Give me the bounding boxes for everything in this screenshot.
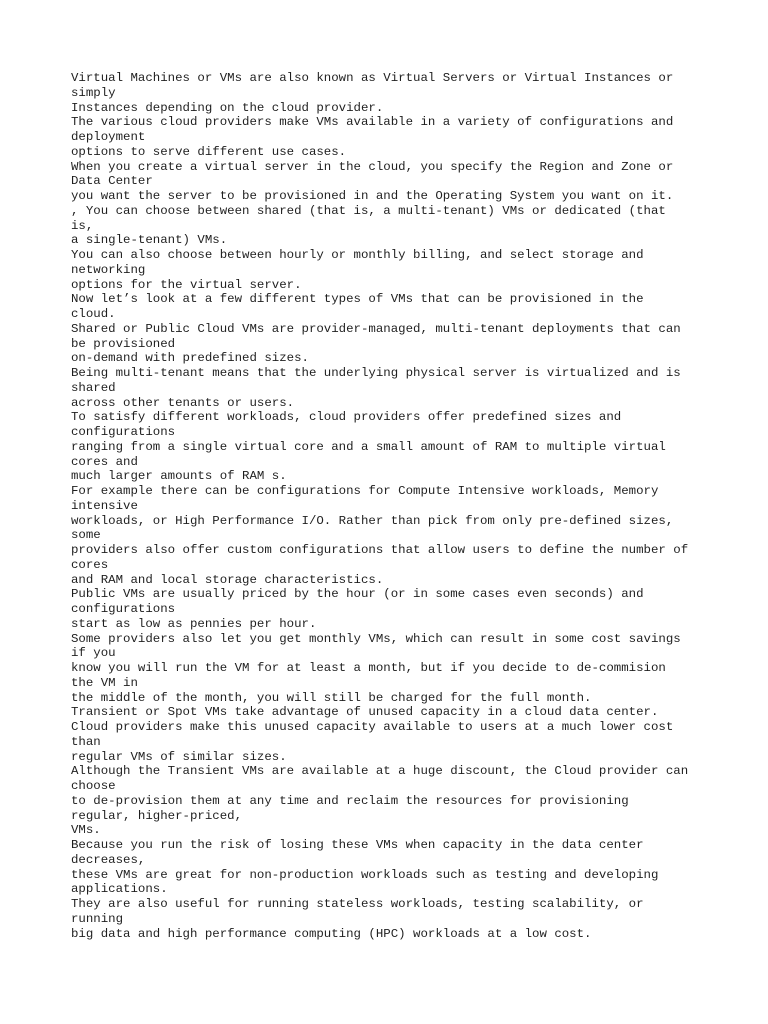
text-line: , You can choose between shared (that is, a multi-tenant) VMs or dedicated (that [71,203,666,218]
text-line: some [71,528,101,543]
text-line: Virtual Machines or VMs are also known as Virtual Servers or Virtual Instances or [71,71,674,85]
text-line: workloads, or High Performance I/O. Rather than pick from only pre-defined sizes, [71,513,674,528]
text-line: Shared or Public Cloud VMs are provider-managed, multi-tenant deployments that can [71,321,681,336]
text-line: networking [71,262,146,277]
text-line: the middle of the month, you will still be charged for the full month. [71,690,592,705]
text-line: running [71,911,124,926]
text-line: than [71,734,101,749]
text-line: Because you run the risk of losing these VMs when capacity in the data center [71,838,644,852]
text-line: Transient or Spot VMs take advantage of unused capacity in a cloud data center. [71,705,659,720]
text-line: you want the server to be provisioned in and the Operating System you want on it. [71,189,674,203]
text-line: providers also offer custom configurations that allow users to define the number of [71,543,689,557]
text-line: configurations [71,425,176,439]
text-line: much larger amounts of RAM s. [71,469,287,484]
text-line: simply [71,85,116,100]
text-line: and RAM and local storage characteristics. [71,572,384,587]
text-line: on-demand with predefined sizes. [71,351,309,366]
text-line: configurations [71,602,176,616]
text-line: The various cloud providers make VMs available in a variety of configurations and [71,115,674,130]
text-line: Now let’s look at a few different types of VMs that can be provisioned in the [71,292,644,307]
text-line: ranging from a single virtual core and a small amount of RAM to multiple virtual [71,439,666,454]
text-line: to de-provision them at any time and reclaim the resources for provisioning [71,793,629,808]
text-line: big data and high performance computing (HPC) workloads at a low cost. [71,926,592,941]
text-line: applications. [71,882,168,897]
text-line: cloud. [71,307,116,321]
text-line: these VMs are great for non-production workloads such as testing and developing [71,867,659,882]
text-line: shared [71,380,116,395]
text-line: across other tenants or users. [71,395,295,410]
text-line: choose [71,779,116,793]
text-line: is, [71,218,94,233]
document-body-text [71,71,711,941]
text-line: Instances depending on the cloud provider. [71,100,384,115]
text-line: deployment [71,130,146,144]
text-line: the VM in [71,675,138,690]
text-line: For example there can be configurations for Compute Intensive workloads, Memory [71,484,659,498]
text-line: be provisioned [71,336,176,351]
text-line: Data Center [71,174,153,189]
text-line: options to serve different use cases. [71,144,347,159]
text-line: When you create a virtual server in the cloud, you specify the Region and Zone or [71,159,674,174]
text-line: start as low as pennies per hour. [71,616,317,631]
text-line: if you [71,646,116,661]
text-line: They are also useful for running stateless workloads, testing scalability, or [71,897,644,911]
text-line: regular VMs of similar sizes. [71,749,287,764]
text-line: a single-tenant) VMs. [71,233,228,248]
text-line: Being multi-tenant means that the underlying physical server is virtualized and is [71,366,681,380]
text-line: Cloud providers make this unused capacity available to users at a much lower cost [71,720,674,734]
text-line: Although the Transient VMs are available at a huge discount, the Cloud provider can [71,764,689,779]
text-line: decreases, [71,852,146,867]
text-line: regular, higher-priced, [71,808,243,823]
text-line: Public VMs are usually priced by the hour (or in some cases even seconds) and [71,587,644,602]
text-line: cores and [71,454,138,469]
text-line: know you will run the VM for at least a month, but if you decide to de-commision [71,661,666,675]
text-line: To satisfy different workloads, cloud providers offer predefined sizes and [71,410,622,425]
text-line: intensive [71,498,138,513]
text-line: Some providers also let you get monthly VMs, which can result in some cost savings [71,631,681,646]
text-line: options for the virtual server. [71,277,302,292]
text-line: cores [71,557,109,572]
text-line: VMs. [71,823,101,838]
text-line: You can also choose between hourly or monthly billing, and select storage and [71,248,644,262]
